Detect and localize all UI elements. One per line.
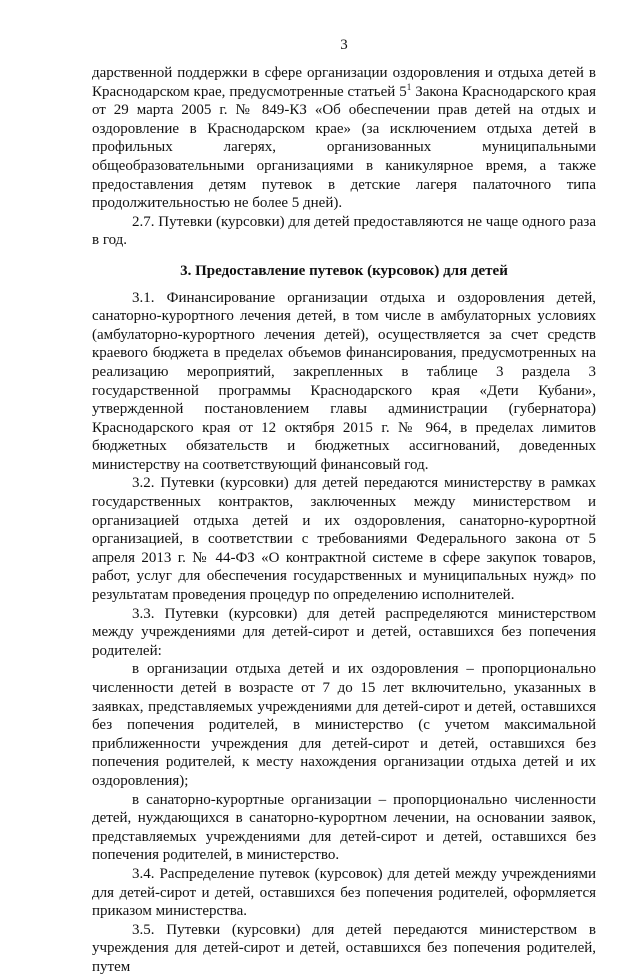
paragraph-continued [92,64,596,213]
paragraph-3-3-camps: в организации отдыха детей и их оздоровления – пропорционально численности детей в возрасте от 7 до 15 лет включительно, указанных в заявках, представляемых учреждениями для детей-сирот и детей, оставшихся без попечения родителей, в министерство (с учетом максимальной приближенности учреждения для детей-сирот и детей, оставшихся без попечения родителей, к месту нахождения организации отдыха детей и их оздоровления); [92,661,596,789]
section-heading: 3. Предоставление путевок (курсовок) для детей [180,262,508,279]
superscript: 1 [406,81,412,92]
paragraph-text: Закона Краснодарского края от 29 марта 2005 г. № 849-КЗ «Об обеспечении прав детей на отдых и оздоровление в Краснодарском крае» (за исключением отдыха детей в профильных лагерях, организованных муниципальными общеобразовательными организациями в каникулярное время, а также предоставления детям путевок в детские лагеря палаточного типа продолжительностью не более 5 дней). [92,83,596,212]
paragraph-text: дарственной поддержки в сфере организации оздоровления и отдыха детей в Краснодарском крае, предусмотренные статьей 5 [92,65,596,100]
paragraph-3-3: 3.3. Путевки (курсовки) для детей распределяются министерством между учреждениями для детей-сирот и детей, оставшихся без попечения родителей: [92,605,596,659]
paragraph-2-7: 2.7. Путевки (курсовки) для детей предоставляются не чаще одного раза в год. [92,213,596,249]
page-number: 3 [340,37,348,53]
paragraph-3-5: 3.5. Путевки (курсовки) для детей передаются министерством в учреждения для детей-сирот и детей, оставшихся без попечения родителей, путем [92,921,596,975]
paragraph-3-3-sanatoriums: в санаторно-курортные организации – пропорционально численности детей, нуждающихся в санаторно-курортном лечении, на основании заявок, представляемых учреждениями для детей-сирот и детей, оставшихся без попечения родителей, в министерство. [92,791,596,864]
paragraph-3-2: 3.2. Путевки (курсовки) для детей передаются министерству в рамках государственных контрактов, заключенных между министерством и организацией отдыха детей и их оздоровления, санаторно-курортной организацией, в соответствии с требованиями Федерального закона от 5 апреля 2013 г. № 44-ФЗ «О контрактной системе в сфере закупок товаров, работ, услуг для обеспечения государственных и муниципальных нужд» по результатам проведения процедур по определению исполнителей. [92,475,596,604]
paragraph-3-4: 3.4. Распределение путевок (курсовок) для детей между учреждениями для детей-сирот и детей, оставшихся без попечения родителей, оформляется приказом министерства. [92,865,596,920]
paragraph-3-1: 3.1. Финансирование организации отдыха и оздоровления детей, санаторно-курортного лечения детей, в том числе в амбулаторных условиях (амбулаторно-курортного лечения детей), осуществляется за счет средств краевого бюджета в пределах объемов финансирования, предусмотренных на реализацию мероприятий, закрепленных в таблице 3 раздела 3 государственной программы Краснодарского края «Дети Кубани», утвержденной постановлением главы администрации (губернатора) Краснодарского края от 12 октября 2015 г. № 964, в пределах лимитов бюджетных обязательств и бюджетных ассигнований, доведенных министерству на соответствующий финансовый год. [92,289,596,473]
